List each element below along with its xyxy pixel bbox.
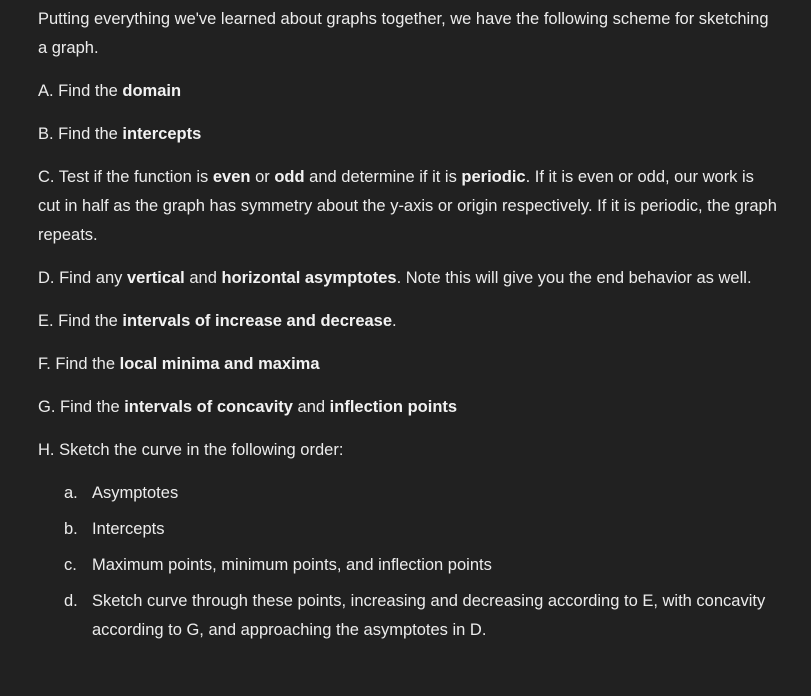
step-d-term-vertical: vertical bbox=[126, 269, 185, 287]
step-c-term-periodic: periodic bbox=[461, 168, 526, 186]
step-f-term: local minima and maxima bbox=[119, 355, 320, 373]
list-item: d. Sketch curve through these points, increasing and decreasing according to E, with concavity according to G, and approaching the asymptotes in D. bbox=[64, 592, 766, 639]
document-body bbox=[38, 5, 778, 652]
step-c-term-odd: odd bbox=[274, 168, 305, 186]
step-d: D. Find any vertical and horizontal asymptotes. Note this will give you the end behavior as well. bbox=[38, 269, 752, 287]
step-g-term-concavity: intervals of concavity bbox=[124, 398, 293, 416]
step-g-term-inflection: inflection points bbox=[329, 398, 458, 416]
step-c: C. Test if the function is even or odd and determine if it is periodic. If it is even or odd, our work is cut in half as the graph has symmetry about the y-axis or origin respectively. If it is periodic, the graph repeats. bbox=[38, 168, 777, 244]
step-e-term: intervals of increase and decrease bbox=[122, 312, 393, 330]
sketch-order-list bbox=[38, 479, 778, 645]
list-item: a. Asymptotes bbox=[64, 484, 179, 502]
step-a-term: domain bbox=[122, 82, 182, 100]
step-a: A. Find the domain bbox=[38, 82, 182, 100]
list-item: c. Maximum points, minimum points, and inflection points bbox=[64, 556, 492, 574]
step-e: E. Find the intervals of increase and decrease. bbox=[38, 312, 397, 330]
step-c-term-even: even bbox=[212, 168, 251, 186]
step-b: B. Find the intercepts bbox=[38, 125, 202, 143]
step-h: H. Sketch the curve in the following order: bbox=[38, 441, 344, 459]
intro-paragraph: Putting everything we've learned about graphs together, we have the following scheme for sketching a graph. bbox=[38, 10, 769, 57]
step-f: F. Find the local minima and maxima bbox=[38, 355, 320, 373]
step-b-term: intercepts bbox=[122, 125, 202, 143]
step-d-term-horizontal: horizontal asymptotes bbox=[221, 269, 397, 287]
list-item: b. Intercepts bbox=[64, 520, 165, 538]
step-g: G. Find the intervals of concavity and inflection points bbox=[38, 398, 458, 416]
